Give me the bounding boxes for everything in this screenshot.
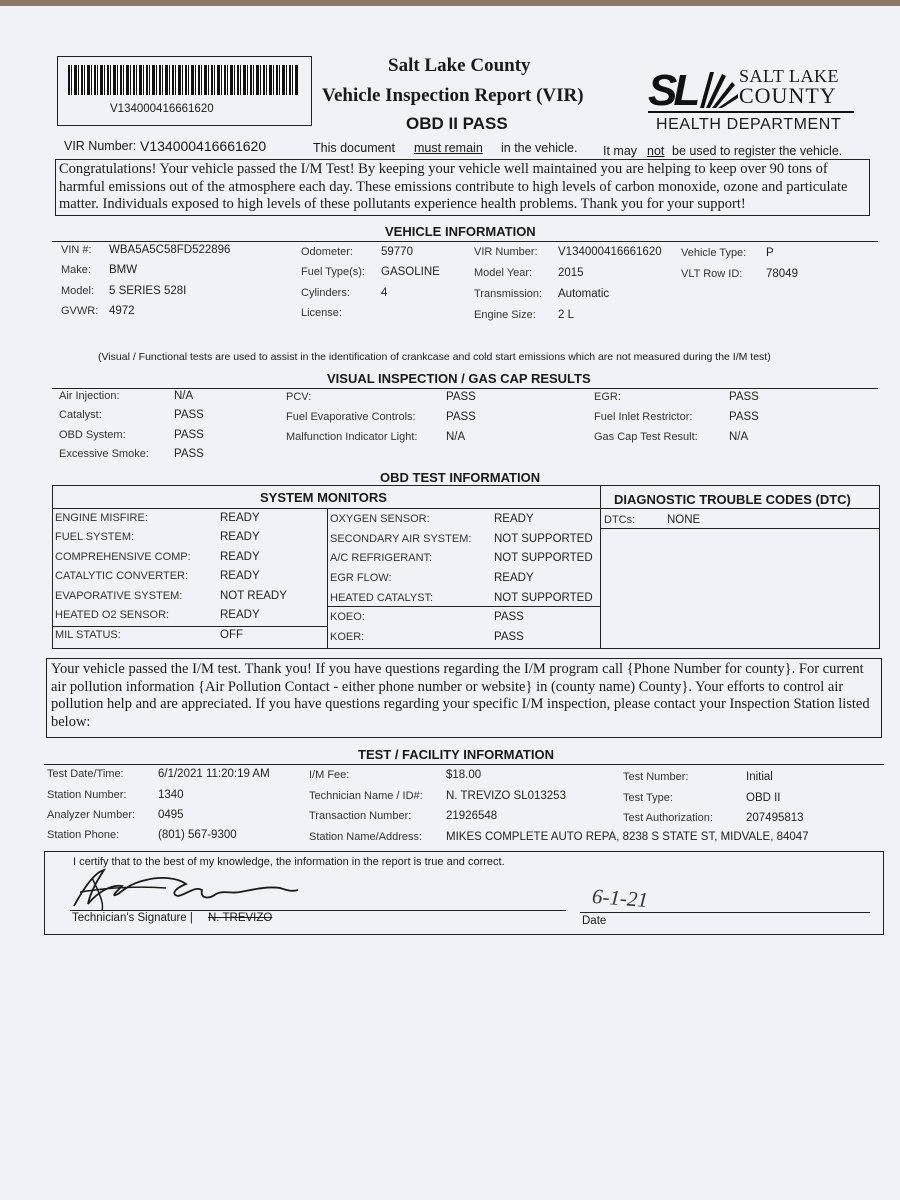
station-number-value: 1340 bbox=[158, 789, 184, 801]
monitors-title: SYSTEM MONITORS bbox=[260, 490, 387, 505]
monitor-value: NOT READY bbox=[220, 590, 287, 602]
congrats-box bbox=[55, 159, 870, 216]
catalyst-label: Catalyst: bbox=[59, 409, 102, 421]
health-department: HEALTH DEPARTMENT bbox=[656, 116, 842, 133]
egr-label: EGR: bbox=[594, 391, 621, 403]
county-logo-letters: SL bbox=[648, 66, 697, 115]
dtc-value: NONE bbox=[667, 514, 701, 526]
station-address-label: Station Name/Address: bbox=[309, 831, 423, 843]
test-date-value: 6/1/2021 11:20:19 AM bbox=[158, 768, 270, 780]
transaction-value: 21926548 bbox=[446, 810, 498, 822]
mil-row-rule bbox=[52, 626, 327, 627]
gas-cap-label: Gas Cap Test Result: bbox=[594, 431, 698, 443]
monitors-divider bbox=[327, 508, 328, 649]
cylinders-value: 4 bbox=[381, 287, 388, 299]
technician-signature bbox=[66, 864, 306, 916]
dtc-label: DTCs: bbox=[604, 514, 636, 526]
transmission-value: Automatic bbox=[558, 288, 610, 300]
vir-number-label: VIR Number: bbox=[64, 139, 137, 153]
station-number-label: Station Number: bbox=[47, 789, 127, 801]
barcode-number: V134000416661620 bbox=[110, 103, 214, 115]
gas-cap-value: N/A bbox=[729, 431, 749, 443]
monitor-label: EVAPORATIVE SYSTEM: bbox=[55, 590, 183, 602]
catalyst-value: PASS bbox=[174, 409, 204, 421]
monitor-label: SECONDARY AIR SYSTEM: bbox=[330, 533, 472, 545]
test-type-value: OBD II bbox=[746, 792, 781, 804]
monitor-value: READY bbox=[220, 609, 260, 621]
koeo-row-rule bbox=[327, 606, 600, 607]
air-injection-label: Air Injection: bbox=[59, 390, 120, 402]
dtc-row-rule bbox=[600, 528, 880, 529]
station-phone-label: Station Phone: bbox=[47, 829, 120, 841]
air-injection-value: N/A bbox=[174, 390, 194, 402]
odometer-label: Odometer: bbox=[301, 246, 353, 258]
vehicle-info-rule-top bbox=[52, 241, 878, 242]
gvwr-label: GVWR: bbox=[61, 305, 99, 317]
excessive-smoke-label: Excessive Smoke: bbox=[59, 448, 149, 460]
result-title: OBD II PASS bbox=[406, 114, 508, 133]
technician-label: Technician Name / ID#: bbox=[309, 790, 423, 802]
vir-number-value: V134000416661620 bbox=[140, 138, 267, 154]
signature-name: N. TREVIZO bbox=[208, 912, 273, 924]
make-label: Make: bbox=[61, 264, 91, 276]
handwritten-date: 6-1-21 bbox=[591, 884, 649, 912]
test-type-label: Test Type: bbox=[623, 792, 673, 804]
obd-system-label: OBD System: bbox=[59, 429, 126, 441]
date-label: Date bbox=[582, 915, 607, 927]
im-fee-value: $18.00 bbox=[446, 769, 482, 781]
egr-value: PASS bbox=[729, 391, 759, 403]
model-label: Model: bbox=[61, 285, 95, 297]
monitor-label: MIL STATUS: bbox=[55, 629, 121, 641]
pcv-value: PASS bbox=[446, 391, 476, 403]
notice-part4: be used to register the vehicle. bbox=[672, 144, 843, 158]
certify-statement: I certify that to the best of my knowledge, the information in the report is true and correct. bbox=[73, 856, 505, 868]
paper-sheet bbox=[0, 6, 900, 1200]
cylinders-label: Cylinders: bbox=[301, 287, 350, 299]
passed-text: Your vehicle passed the I/M test. Thank you! If you have questions regarding the I/M program call {Phone Number for county}. For current air pollution information {Air Pollution Contact - either phone number or website} in (county name) County}. Your efforts to control air pollution help and are appreciated. If you have questions regarding your specific I/M inspection, please contact your Inspection Station listed below: bbox=[51, 661, 870, 730]
monitor-label: HEATED O2 SENSOR: bbox=[55, 609, 170, 621]
monitor-label: ENGINE MISFIRE: bbox=[55, 512, 148, 524]
monitor-label: KOEO: bbox=[330, 611, 365, 623]
monitor-value: OFF bbox=[220, 629, 243, 641]
notice-part3: It may bbox=[603, 144, 638, 158]
engine-size-label: Engine Size: bbox=[474, 309, 536, 321]
signature-line bbox=[70, 910, 566, 911]
analyzer-label: Analyzer Number: bbox=[47, 809, 136, 821]
transaction-label: Transaction Number: bbox=[309, 810, 412, 822]
notice-must-remain: must remain bbox=[414, 141, 483, 155]
technician-value: N. TREVIZO SL013253 bbox=[446, 790, 566, 802]
model-value: 5 SERIES 528I bbox=[109, 285, 187, 297]
notice-part2: in the vehicle. bbox=[501, 141, 578, 155]
monitor-value: READY bbox=[220, 551, 260, 563]
vehicle-type-label: Vehicle Type: bbox=[681, 247, 747, 259]
org-title: Salt Lake County bbox=[388, 55, 531, 76]
vlt-row-value: 78049 bbox=[766, 268, 798, 280]
monitor-label: A/C REFRIGERANT: bbox=[330, 552, 433, 564]
model-year-label: Model Year: bbox=[474, 267, 533, 279]
vehicle-info-title: VEHICLE INFORMATION bbox=[385, 224, 536, 239]
obd-system-value: PASS bbox=[174, 429, 204, 441]
monitor-value: READY bbox=[494, 513, 534, 525]
barcode bbox=[68, 65, 298, 95]
logo-salt-lake: SALT LAKE bbox=[739, 66, 840, 86]
dtc-divider bbox=[600, 485, 601, 649]
notice-not: not bbox=[647, 144, 665, 158]
monitor-label: HEATED CATALYST: bbox=[330, 592, 434, 604]
vin-label: VIN #: bbox=[61, 244, 92, 256]
report-title: Vehicle Inspection Report (VIR) bbox=[322, 85, 584, 106]
monitor-value: PASS bbox=[494, 631, 524, 643]
congrats-text: Congratulations! Your vehicle passed the I/M Test! By keeping your vehicle well maintained you are helping to keep over 90 tons of harmful emissions out of the atmosphere each day. These emissions contribute to high levels of carbon monoxide, ozone and particulate matter. Individuals exposed to high levels of these pollutants experience health problems. Thank you for your support! bbox=[59, 161, 848, 212]
obd-table bbox=[52, 485, 880, 649]
monitor-value: NOT SUPPORTED bbox=[494, 592, 593, 604]
fuel-inlet-label: Fuel Inlet Restrictor: bbox=[594, 411, 693, 423]
facility-title: TEST / FACILITY INFORMATION bbox=[358, 747, 554, 762]
im-fee-label: I/M Fee: bbox=[309, 769, 350, 781]
model-year-value: 2015 bbox=[558, 267, 584, 279]
test-auth-value: 207495813 bbox=[746, 812, 804, 824]
vir-number-value-2: V134000416661620 bbox=[558, 246, 662, 258]
date-line bbox=[580, 912, 870, 913]
logo-rule bbox=[648, 111, 854, 113]
station-address-value: MIKES COMPLETE AUTO REPA, 8238 S STATE ST, MIDVALE, 84047 bbox=[446, 831, 809, 843]
monitor-label: CATALYTIC CONVERTER: bbox=[55, 570, 189, 582]
make-value: BMW bbox=[109, 264, 138, 276]
transmission-label: Transmission: bbox=[474, 288, 543, 300]
monitor-label: COMPREHENSIVE COMP: bbox=[55, 551, 191, 563]
monitor-value: NOT SUPPORTED bbox=[494, 552, 593, 564]
monitor-label: FUEL SYSTEM: bbox=[55, 531, 135, 543]
monitor-value: PASS bbox=[494, 611, 524, 623]
fuel-inlet-value: PASS bbox=[729, 411, 759, 423]
signature-label: Technician's Signature | bbox=[72, 912, 193, 924]
obd-header-rule bbox=[52, 508, 880, 509]
mil-value: N/A bbox=[446, 431, 466, 443]
excessive-smoke-value: PASS bbox=[174, 448, 204, 460]
vehicle-type-value: P bbox=[766, 247, 774, 259]
fuel-value: GASOLINE bbox=[381, 266, 440, 278]
engine-size-value: 2 L bbox=[558, 309, 574, 321]
barcode-box bbox=[57, 56, 312, 126]
fuel-label: Fuel Type(s): bbox=[301, 266, 365, 278]
notice-part1: This document bbox=[313, 141, 395, 155]
monitor-value: NOT SUPPORTED bbox=[494, 533, 593, 545]
facility-rule bbox=[44, 764, 884, 765]
obd-title: OBD TEST INFORMATION bbox=[380, 470, 541, 485]
pcv-label: PCV: bbox=[286, 391, 312, 403]
test-date-label: Test Date/Time: bbox=[47, 768, 124, 780]
monitor-value: READY bbox=[494, 572, 534, 584]
test-number-label: Test Number: bbox=[623, 771, 689, 783]
monitor-value: READY bbox=[220, 570, 260, 582]
visual-rule bbox=[52, 388, 878, 389]
monitor-value: READY bbox=[220, 512, 260, 524]
monitor-value: READY bbox=[220, 531, 260, 543]
fuel-evap-label: Fuel Evaporative Controls: bbox=[286, 411, 416, 423]
vir-number-label-2: VIR Number: bbox=[474, 246, 538, 258]
analyzer-value: 0495 bbox=[158, 809, 184, 821]
visual-title: VISUAL INSPECTION / GAS CAP RESULTS bbox=[327, 371, 591, 386]
odometer-value: 59770 bbox=[381, 246, 413, 258]
license-label: License: bbox=[301, 307, 342, 319]
fuel-evap-value: PASS bbox=[446, 411, 476, 423]
gvwr-value: 4972 bbox=[109, 305, 135, 317]
station-phone-value: (801) 567-9300 bbox=[158, 829, 237, 841]
dtc-title: DIAGNOSTIC TROUBLE CODES (DTC) bbox=[614, 492, 851, 507]
logo-county: COUNTY bbox=[739, 83, 837, 108]
vin-value: WBA5A5C58FD522896 bbox=[109, 244, 231, 256]
sunburst-logo-icon bbox=[700, 72, 738, 108]
mil-label: Malfunction Indicator Light: bbox=[286, 431, 418, 443]
monitor-label: EGR FLOW: bbox=[330, 572, 392, 584]
passed-box bbox=[46, 658, 882, 738]
vlt-row-label: VLT Row ID: bbox=[681, 268, 743, 280]
monitor-label: OXYGEN SENSOR: bbox=[330, 513, 430, 525]
test-auth-label: Test Authorization: bbox=[623, 812, 713, 824]
test-number-value: Initial bbox=[746, 771, 773, 783]
visual-note: (Visual / Functional tests are used to assist in the identification of crankcase and cold start emissions which are not measured during the I/M test) bbox=[98, 351, 771, 363]
monitor-label: KOER: bbox=[330, 631, 365, 643]
